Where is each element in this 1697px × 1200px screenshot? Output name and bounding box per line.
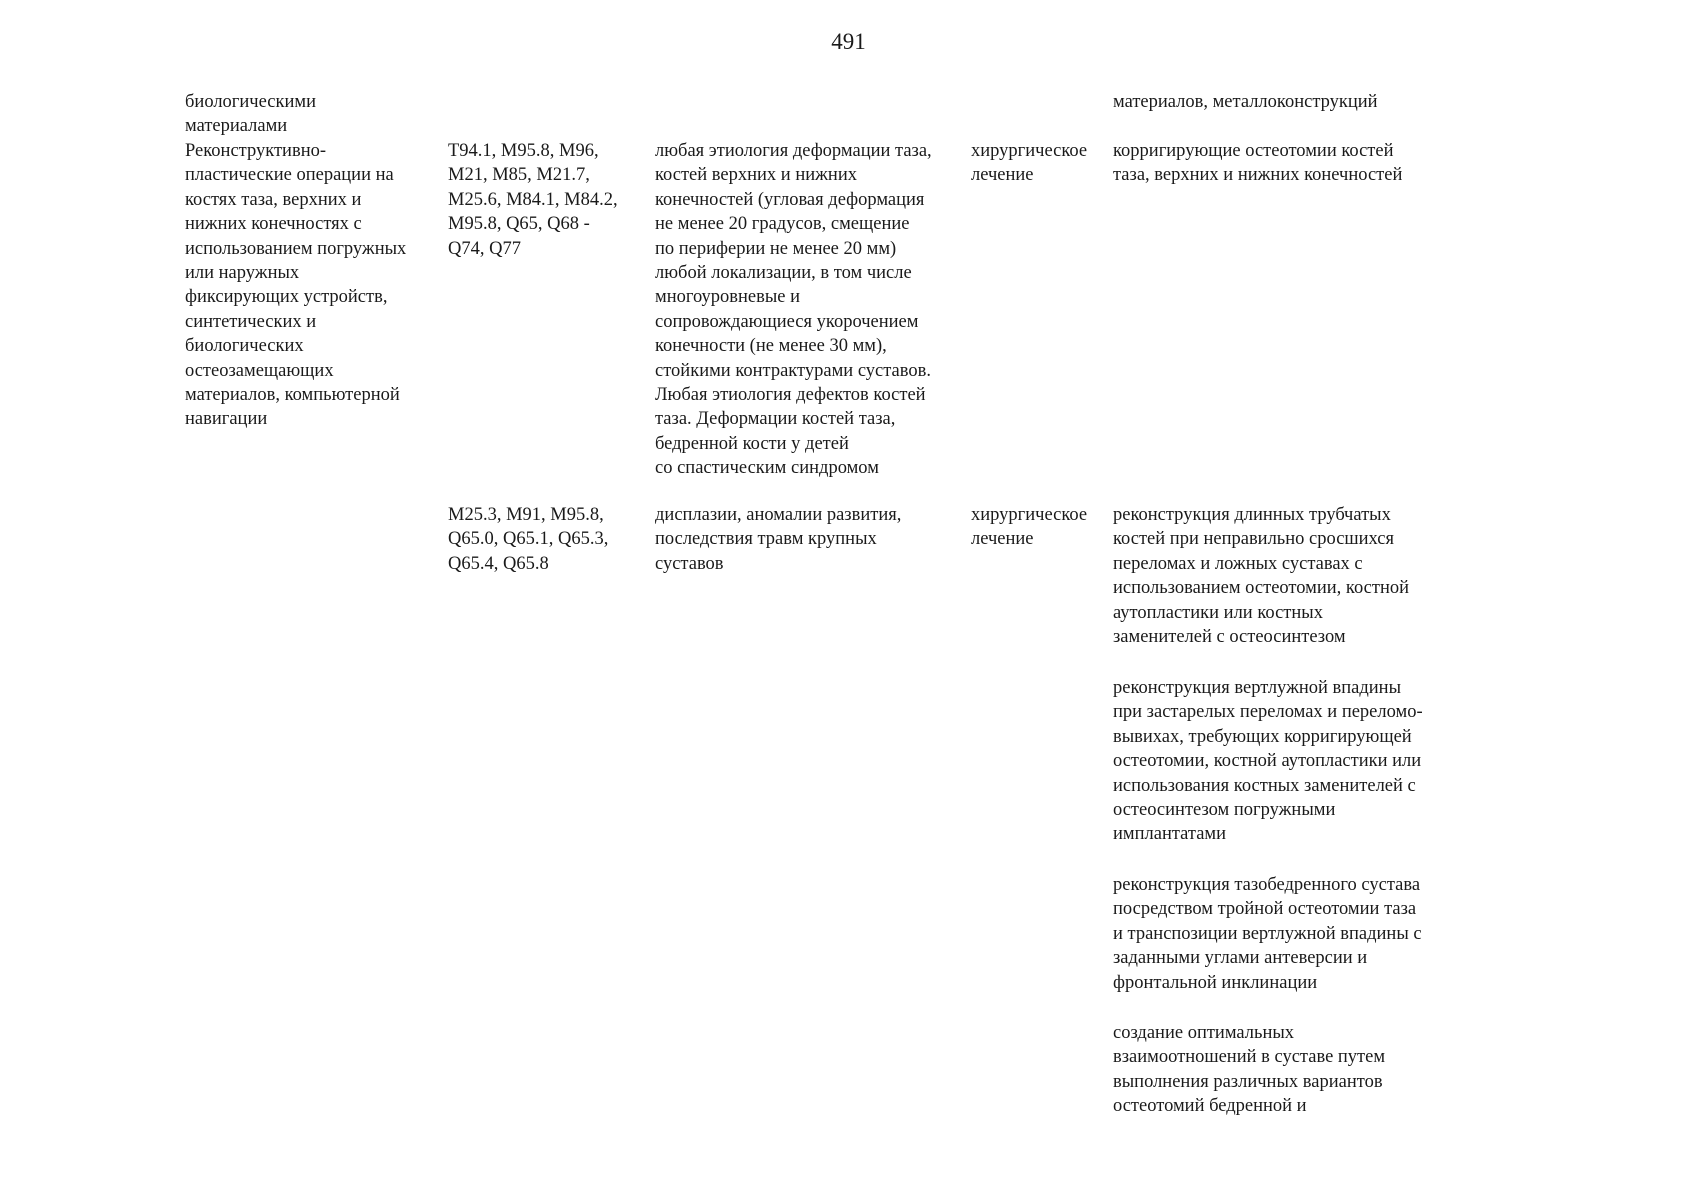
row-2-treatment-method-2: реконструкция вертлужной впадины при застарелых переломах и переломо- вывихах, требующих корригирующей остеотомии, костной аутопластики или использования костных заменителей с остеосинтезом погружными имплантатами [1113, 678, 1423, 845]
page-number: 491 [831, 29, 866, 54]
row-2-treatment-method-4: создание оптимальных взаимоотношений в суставе путем выполнения различных вариантов остеотомий бедренной и [1113, 1023, 1386, 1117]
continuation-method-group: биологическими материалами [185, 92, 316, 137]
row-1-patient-model: любая этиология деформации таза, костей верхних и нижних конечностей (угловая деформация не менее 20 градусов, смещение по периферии не менее 20 мм) любой локализации, в том числе многоуровневые и сопровождающиеся укорочением конечности (не менее 30 мм), стойкими контрактурами суставов. Любая этиология дефектов костей таза. Деформации костей таза, бедренной кости у детей со спастическим синдромом [655, 141, 932, 479]
continuation-method-description: материалов, металлоконструкций [1113, 92, 1378, 112]
row-2-treatment-method-1: реконструкция длинных трубчатых костей при неправильно сросшихся переломах и ложных суставах с использованием остеотомии, костной аутопластики или костных заменителей с остеосинтезом [1113, 505, 1410, 648]
row-2-treatment-type: хирургическое лечение [971, 505, 1088, 550]
row-2-treatment-method-3: реконструкция тазобедренного сустава посредством тройной остеотомии таза и транспозиции вертлужной впадины с заданными углами антеверсии и фронтальной инклинации [1113, 875, 1422, 993]
row-1-treatment-method: корригирующие остеотомии костей таза, верхних и нижних конечностей [1113, 141, 1403, 186]
row-1-method-group: Реконструктивно- пластические операции на костях таза, верхних и нижних конечностях с использованием погружных или наружных фиксирующих устройств, синтетических и биологических остеозамещающих материалов, компьютерной навигации [185, 141, 407, 430]
row-2-patient-model: дисплазии, аномалии развития, последствия травм крупных суставов [655, 505, 902, 574]
row-1-treatment-type: хирургическое лечение [971, 141, 1088, 186]
row-2-icd-codes: M25.3, M91, M95.8, Q65.0, Q65.1, Q65.3, Q65.4, Q65.8 [448, 505, 609, 574]
row-1-icd-codes: T94.1, M95.8, M96, M21, M85, M21.7, M25.6, M84.1, M84.2, M95.8, Q65, Q68 - Q74, Q77 [448, 141, 618, 259]
